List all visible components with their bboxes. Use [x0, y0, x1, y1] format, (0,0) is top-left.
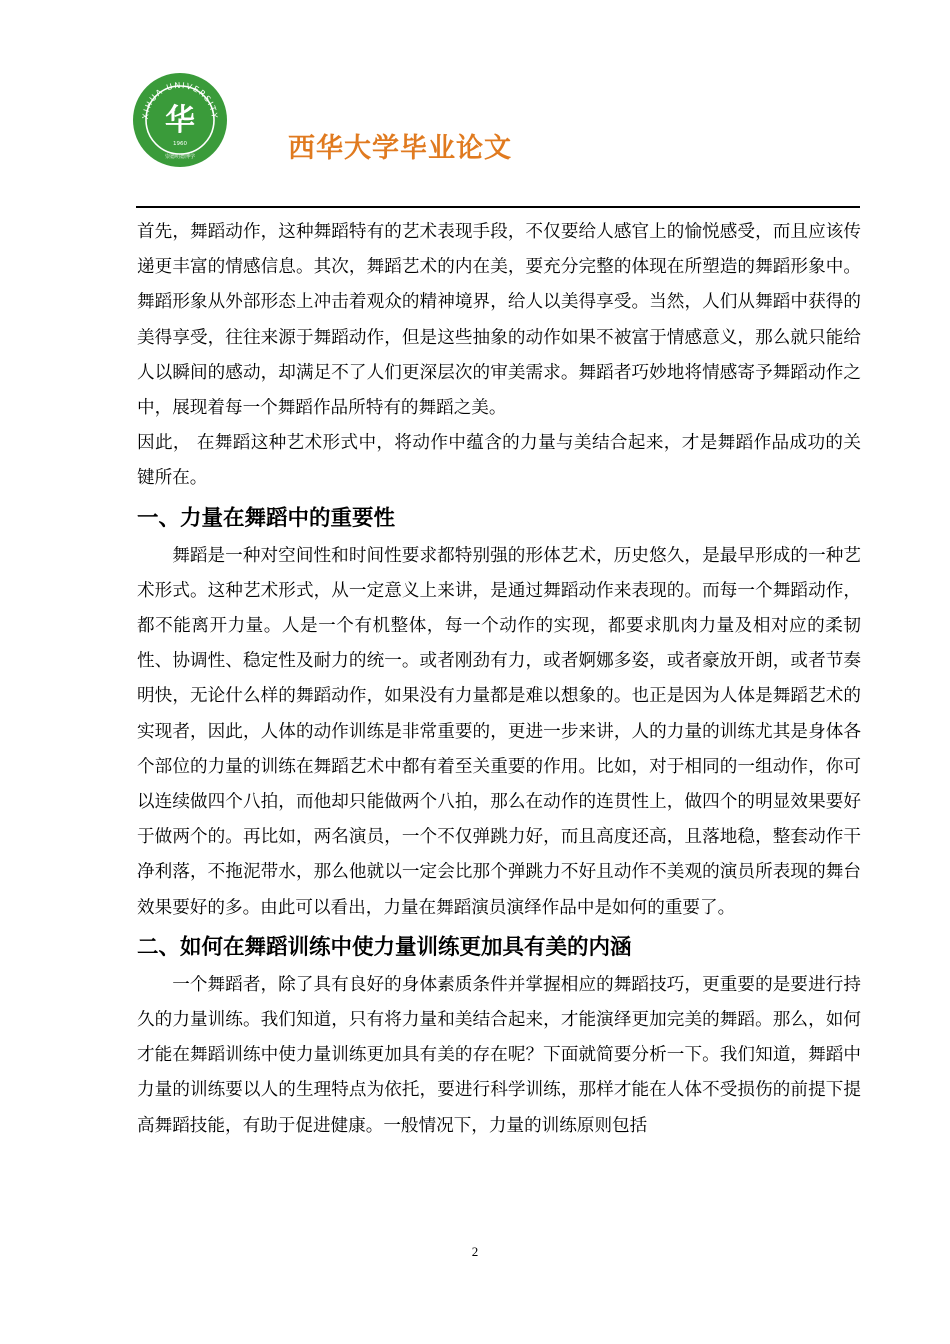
page-content: [137, 215, 861, 1144]
logo-calligraphy: 华: [165, 103, 195, 138]
body-paragraph: 首先，舞蹈动作，这种舞蹈特有的艺术表现手段，不仅要给人感官上的愉悦感受，而且应该传递更丰富的情感信息。其次，舞蹈艺术的内在美，要充分完整的体现在所塑造的舞蹈形象中。舞蹈形象从外部形态上冲击着观众的精神境界，给人以美得享受。当然，人们从舞蹈中获得的美得享受，往往来源于舞蹈动作，但是这些抽象的动作如果不被富于情感意义，那么就只能给人以瞬间的感动，却满足不了人们更深层次的审美需求。舞蹈者巧妙地将情感寄予舞蹈动作之中，展现着每一个舞蹈作品所特有的舞蹈之美。: [137, 222, 861, 419]
header-title: 西华大学毕业论文: [288, 133, 512, 164]
body-paragraph: 因此， 在舞蹈这种艺术形式中，将动作中蕴含的力量与美结合起来，才是舞蹈作品成功的关键所在。: [137, 433, 861, 489]
body-paragraph: 一个舞蹈者，除了具有良好的身体素质条件并掌握相应的舞蹈技巧，更重要的是要进行持久的力量训练。我们知道，只有将力量和美结合起来，才能演绎更加完美的舞蹈。那么，如何才能在舞蹈训练中使力量训练更加具有美的存在呢？下面就简要分析一下。我们知道，舞蹈中力量的训练要以人的生理特点为依托，要进行科学训练，那样才能在人体不受损伤的前提下提高舞蹈技能，有助于促进健康。一般情况下，力量的训练原则包括: [137, 974, 861, 1136]
logo-motto: 崇德明德博学: [164, 154, 196, 160]
university-logo: [132, 72, 228, 168]
logo-year: 1960: [173, 141, 187, 147]
header-divider: [136, 206, 860, 208]
page-number: 2: [471, 1244, 479, 1259]
body-paragraph: 舞蹈是一种对空间性和时间性要求都特别强的形体艺术，历史悠久，是最早形成的一种艺术形式。这种艺术形式，从一定意义上来讲，是通过舞蹈动作来表现的。而每一个舞蹈动作，都不能离开力量。人是一个有机整体，每一个动作的实现，都要求肌肉力量及相对应的柔韧性、协调性、稳定性及耐力的统一。或者刚劲有力，或者婀娜多姿，或者豪放开朗，或者节奏明快，无论什么样的舞蹈动作，如果没有力量都是难以想象的。也正是因为人体是舞蹈艺术的实现者，因此，人体的动作训练是非常重要的，更进一步来讲，人的力量的训练尤其是身体各个部位的力量的训练在舞蹈艺术中都有着至关重要的作用。比如，对于相同的一组动作，你可以连续做四个八拍，而他却只能做两个八拍，那么在动作的连贯性上，做四个的明显效果要好于做两个的。再比如，两名演员，一个不仅弹跳力好，而且高度还高，且落地稳，整套动作干净利落，不拖泥带水，那么他就以一定会比那个弹跳力不好且动作不美观的演员所表现的舞台效果要好的多。由此可以看出，力量在舞蹈演员演绎作品中是如何的重要了。: [137, 545, 861, 918]
logo-arc-text-top: XIHUA UNIVERSITY: [140, 80, 220, 120]
section-heading: 一、力量在舞蹈中的重要性: [137, 505, 396, 531]
section-heading: 二、如何在舞蹈训练中使力量训练更加具有美的内涵: [137, 934, 632, 960]
